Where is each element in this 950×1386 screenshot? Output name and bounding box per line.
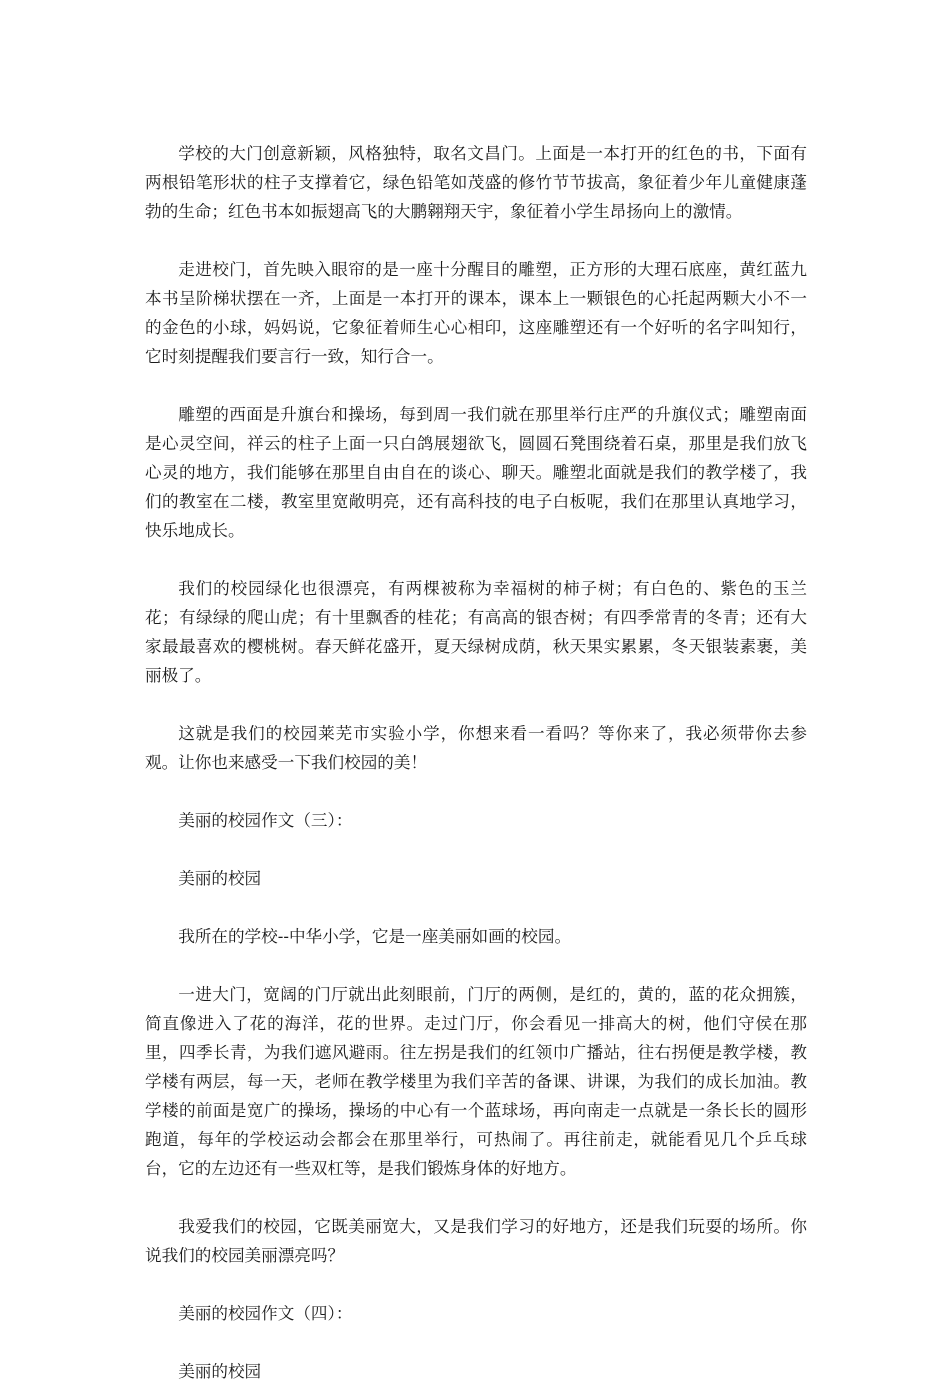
essay-title: 美丽的校园 bbox=[178, 869, 262, 888]
paragraph-sculpture: 走进校门，首先映入眼帘的是一座十分醒目的雕塑，正方形的大理石底座，黄红蓝九本书呈阶梯状摆在一齐，上面是一本打开的课本，课本上一颗银色的心托起两颗大小不一的金色的小球，妈妈说，它象征着师生心心相印，这座雕塑还有一个好听的名字叫知行，它时刻提醒我们要言行一致，知行合一。 bbox=[145, 260, 807, 366]
essay-heading-three: 美丽的校园作文（三）： bbox=[178, 811, 353, 830]
paragraph-invitation: 这就是我们的校园莱芜市实验小学，你想来看一看吗？等你来了，我必须带你去参观。让你也来感受一下我们校园的美！ bbox=[145, 724, 807, 772]
document-body bbox=[145, 139, 807, 1386]
essay-heading-four: 美丽的校园作文（四）： bbox=[178, 1304, 353, 1323]
paragraph-campus-tour: 一进大门，宽阔的门厅就出此刻眼前，门厅的两侧，是红的，黄的，蓝的花众拥簇，简直像进入了花的海洋，花的世界。走过门厅，你会看见一排高大的树，他们守侯在那里，四季长青，为我们遮风避雨。往左拐是我们的红领巾广播站，往右拐便是教学楼，教学楼有两层，每一天，老师在教学楼里为我们辛苦的备课、讲课，为我们的成长加油。教学楼的前面是宽广的操场，操场的中心有一个蓝球场，再向南走一点就是一条长长的圆形跑道，每年的学校运动会都会在那里举行，可热闹了。再往前走，就能看见几个乒乓球台，它的左边还有一些双杠等，是我们锻炼身体的好地方。 bbox=[145, 985, 807, 1178]
paragraph-school-gate: 学校的大门创意新颖，风格独特，取名文昌门。上面是一本打开的红色的书，下面有两根铅笔形状的柱子支撑着它，绿色铅笔如茂盛的修竹节节拔高，象征着少年儿童健康蓬勃的生命；红色书本如振翅高飞的大鹏翱翔天宇，象征着小学生昂扬向上的激情。 bbox=[145, 144, 807, 221]
paragraph-conclusion: 我爱我们的校园，它既美丽宽大，又是我们学习的好地方，还是我们玩耍的场所。你说我们的校园美丽漂亮吗？ bbox=[145, 1217, 807, 1265]
paragraph-intro: 我所在的学校--中华小学，它是一座美丽如画的校园。 bbox=[178, 927, 572, 946]
essay-title-four: 美丽的校园 bbox=[178, 1362, 262, 1381]
paragraph-greenery: 我们的校园绿化也很漂亮，有两棵被称为幸福树的柿子树；有白色的、紫色的玉兰花；有绿绿的爬山虎；有十里飘香的桂花；有高高的银杏树；有四季常青的冬青；还有大家最最喜欢的樱桃树。春天鲜花盛开，夏天绿树成荫，秋天果实累累，冬天银装素裹，美丽极了。 bbox=[145, 579, 807, 685]
paragraph-west-south-north: 雕塑的西面是升旗台和操场，每到周一我们就在那里举行庄严的升旗仪式；雕塑南面是心灵空间，祥云的柱子上面一只白鸽展翅欲飞，圆圆石凳围绕着石桌，那里是我们放飞心灵的地方，我们能够在那里自由自在的谈心、聊天。雕塑北面就是我们的教学楼了，我们的教室在二楼，教室里宽敞明亮，还有高科技的电子白板呢，我们在那里认真地学习，快乐地成长。 bbox=[145, 405, 807, 540]
